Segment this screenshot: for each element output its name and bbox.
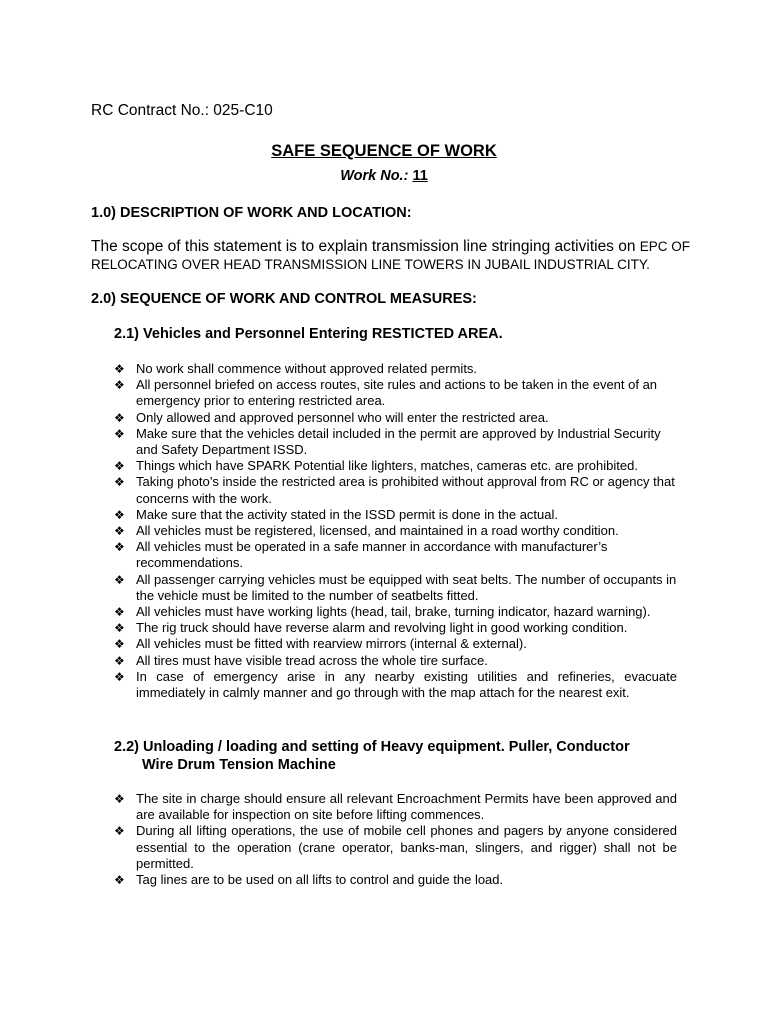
bullet-icon: ❖ xyxy=(114,572,125,587)
list-item-text: During all lifting operations, the use of mobile cell phones and pagers by anyone considered essential to the operation (crane operator, banks-man, slingers, and rigger) shall not be permitted. xyxy=(136,823,677,871)
list-item xyxy=(114,458,677,474)
contract-number: RC Contract No.: 025-C10 xyxy=(91,102,273,119)
list-item-text: All vehicles must be registered, licensed, and maintained in a road worthy condition. xyxy=(136,523,619,539)
list-item xyxy=(114,377,677,409)
list-item xyxy=(114,636,677,652)
list-item xyxy=(114,791,677,823)
bullet-icon: ❖ xyxy=(114,378,125,393)
list-item xyxy=(114,539,677,571)
work-number-label: Work No.: xyxy=(340,168,413,184)
list-item-text: Things which have SPARK Potential like lighters, matches, cameras etc. are prohibited. xyxy=(136,458,638,474)
list-item-text: Make sure that the vehicles detail included in the permit are approved by Industrial Security and Safety Department ISSD. xyxy=(136,425,661,458)
list-item xyxy=(114,620,677,636)
list-item-text: The rig truck should have reverse alarm and revolving light in good working condition. xyxy=(136,620,628,636)
list-item xyxy=(114,823,677,872)
list-item xyxy=(114,572,677,604)
list-item xyxy=(114,872,677,888)
bullet-icon: ❖ xyxy=(114,605,125,620)
section-2-heading: 2.0) SEQUENCE OF WORK AND CONTROL MEASURES: xyxy=(91,291,477,307)
bullet-icon: ❖ xyxy=(114,637,125,652)
list-item-text: In case of emergency arise in any nearby existing utilities and refineries, evacuate immediately in calmly manner and go through with the map attach for the nearest exit. xyxy=(136,668,677,701)
bullet-icon: ❖ xyxy=(114,621,125,636)
work-number xyxy=(0,168,768,184)
list-item-text: Only allowed and approved personnel who will enter the restricted area. xyxy=(136,409,549,425)
bullet-icon: ❖ xyxy=(114,540,125,555)
list-item-text: No work shall commence without approved related permits. xyxy=(136,361,478,376)
bullet-icon: ❖ xyxy=(114,653,125,668)
list-item-text: All vehicles must have working lights (head, tail, brake, turning indicator, hazard warning). xyxy=(136,604,651,620)
list-item xyxy=(114,410,677,426)
section-1-heading: 1.0) DESCRIPTION OF WORK AND LOCATION: xyxy=(91,205,412,221)
bullet-icon: ❖ xyxy=(114,410,125,425)
list-item xyxy=(114,361,677,377)
subsection-2-2-heading-line2: Wire Drum Tension Machine xyxy=(142,757,336,773)
list-item-text: Make sure that the activity stated in the ISSD permit is done in the actual. xyxy=(136,506,558,522)
subsection-2-1-list xyxy=(114,361,677,701)
list-item xyxy=(114,507,677,523)
subsection-2-2-heading xyxy=(114,738,630,774)
scope-paragraph xyxy=(91,238,691,274)
bullet-icon: ❖ xyxy=(114,362,125,376)
bullet-icon: ❖ xyxy=(114,792,125,806)
subsection-2-2-heading-line1: 2.2) Unloading / loading and setting of Heavy equipment. Puller, Conductor xyxy=(114,739,630,755)
bullet-icon: ❖ xyxy=(114,524,125,539)
bullet-icon: ❖ xyxy=(114,824,125,839)
bullet-icon: ❖ xyxy=(114,507,125,522)
list-item-text: All personnel briefed on access routes, site rules and actions to be taken in the event of an emergency prior to entering restricted area. xyxy=(136,377,658,409)
bullet-icon: ❖ xyxy=(114,459,125,474)
list-item xyxy=(114,523,677,539)
list-item xyxy=(114,426,677,458)
list-item-text: All vehicles must be operated in a safe manner in accordance with manufacturer’s recommendations. xyxy=(136,539,608,571)
bullet-icon: ❖ xyxy=(114,669,125,684)
bullet-icon: ❖ xyxy=(114,475,125,490)
list-item xyxy=(114,474,677,506)
subsection-2-1-heading: 2.1) Vehicles and Personnel Entering RESTICTED AREA. xyxy=(114,326,503,342)
list-item-text: Taking photo’s inside the restricted area is prohibited without approval from RC or agency that concerns with the work. xyxy=(136,474,675,506)
list-item-text: All vehicles must be fitted with rearview mirrors (internal & external). xyxy=(136,636,527,652)
list-item-text: The site in charge should ensure all relevant Encroachment Permits have been approved and are available for inspection on site before lifting commences. xyxy=(136,791,677,823)
list-item xyxy=(114,669,677,701)
bullet-icon: ❖ xyxy=(114,873,125,888)
list-item xyxy=(114,653,677,669)
list-item xyxy=(114,604,677,620)
scope-project: EPC OF RELOCATING OVER HEAD TRANSMISSION LINE TOWERS IN JUBAIL INDUSTRIAL CITY. xyxy=(91,239,691,272)
list-item-text: All tires must have visible tread across the whole tire surface. xyxy=(136,652,488,668)
work-number-value: 11 xyxy=(412,168,428,184)
scope-intro: The scope of this statement is to explain transmission line stringing activities on xyxy=(91,238,640,255)
list-item-text: All passenger carrying vehicles must be equipped with seat belts. The number of occupants in the vehicle must be limited to the number of seatbelts fitted. xyxy=(136,571,677,603)
list-item-text: Tag lines are to be used on all lifts to control and guide the load. xyxy=(136,872,504,888)
subsection-2-2-list xyxy=(114,791,677,888)
bullet-icon: ❖ xyxy=(114,426,125,441)
document-title: SAFE SEQUENCE OF WORK xyxy=(271,142,497,160)
